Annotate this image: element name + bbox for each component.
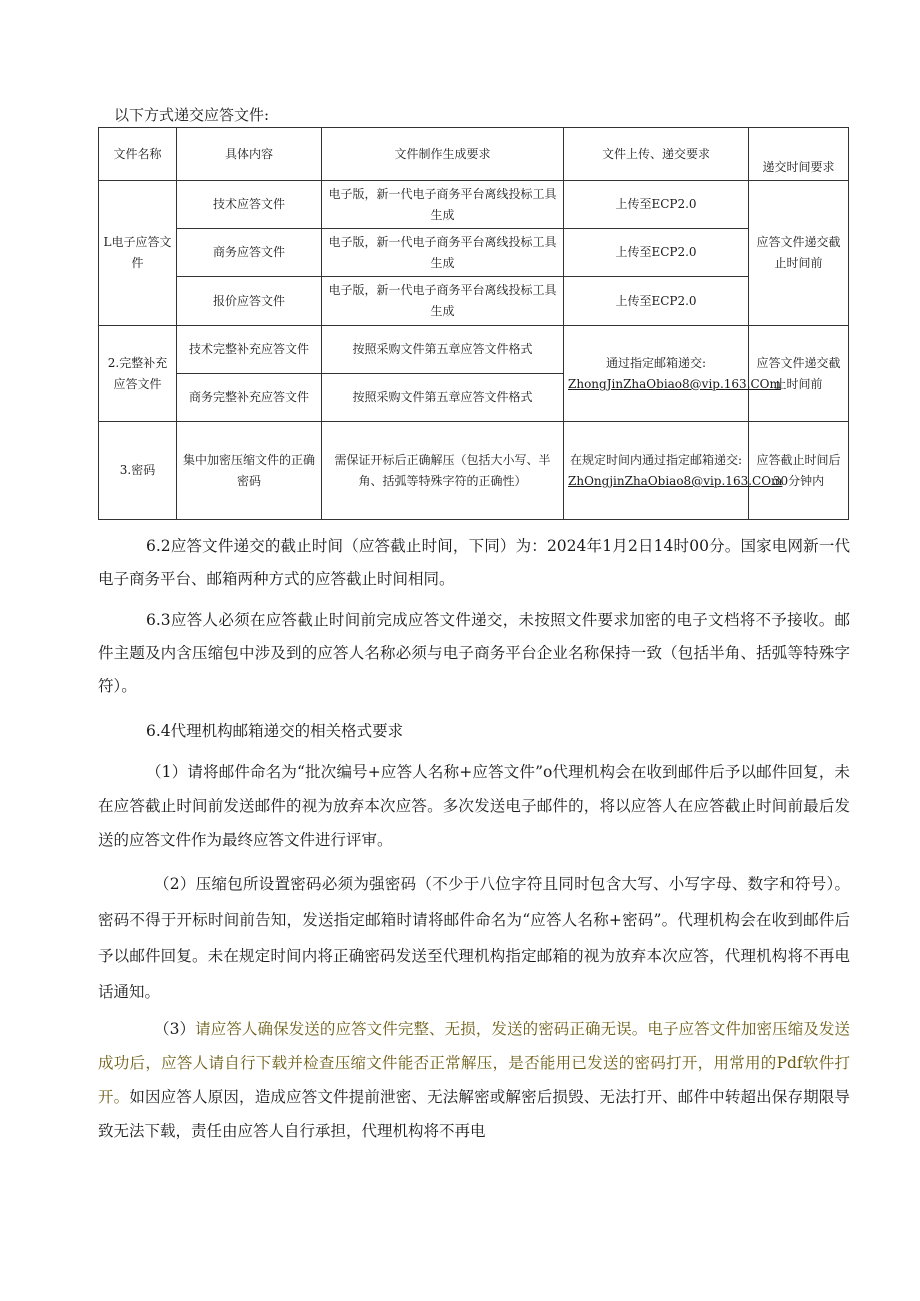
group2-email-link[interactable]: ZhongJinZhaObiao8@vip.163.COm xyxy=(568,376,781,391)
table-row xyxy=(99,277,849,326)
group2-name: 2.完整补充应答文件 xyxy=(99,326,177,422)
group3-requirement: 需保证开标后正确解压（包括大小写、半角、括弧等特殊字符的正确性） xyxy=(322,422,564,520)
table-row xyxy=(99,422,849,520)
submission-table xyxy=(98,127,849,520)
section-item-1 xyxy=(98,755,850,857)
row-requirement: 按照采购文件第五章应答文件格式 xyxy=(322,374,564,422)
table-header-row xyxy=(99,128,849,181)
row-upload: 上传至ECP2.0 xyxy=(564,181,749,229)
group3-upload xyxy=(564,422,783,520)
paragraph-item-1: （1）请将邮件命名为“批次编号+应答人名称+应答文件”o代理机构会在收到邮件后予以邮件回复，未在应答截止时间前发送邮件的视为放弃本次应答。多次发送电子邮件的，将以应答人在应答截止时间前最后发送的应答文件作为最终应答文件进行评审。 xyxy=(98,763,850,849)
header-upload: 文件上传、递交要求 xyxy=(564,128,749,181)
section-item-3 xyxy=(98,1012,850,1148)
intro-text: 以下方式递交应答文件: xyxy=(114,106,270,124)
section-item-2 xyxy=(98,866,850,1010)
group2-upload xyxy=(564,326,781,422)
row-content: 商务完整补充应答文件 xyxy=(177,374,322,422)
item-3-highlighted: 请应答人确保发送的应答文件完整、无损，发送的密码正确无误。电子应答文件加密压缩及发送成功后，应答人请自行下载并检查压缩文件能否正常解压，是否能用已发送的密码打开，用常用的Pdf软件打开。 xyxy=(98,1020,850,1106)
table-row xyxy=(99,181,849,229)
group3-upload-text: 在规定时间内通过指定邮箱递交: xyxy=(569,452,743,467)
section-6-4 xyxy=(98,715,850,748)
paragraph-6-2: 6.2应答文件递交的截止时间（应答截止时间，下同）为：2024年1月2日14时00分。国家电网新一代电子商务平台、邮箱两种方式的应答截止时间相同。 xyxy=(98,537,850,588)
group1-name: L电子应答文件 xyxy=(99,181,177,326)
header-time: 递交时间要求 xyxy=(749,128,849,181)
group3-name: 3.密码 xyxy=(99,422,177,520)
section-6-3 xyxy=(98,604,850,703)
header-requirement: 文件制作生成要求 xyxy=(322,128,564,181)
paragraph-6-4-title: 6.4代理机构邮箱递交的相关格式要求 xyxy=(146,722,404,740)
row-requirement: 电子版，新一代电子商务平台离线投标工具生成 xyxy=(322,181,564,229)
group2-upload-text: 通过指定邮箱递交: xyxy=(605,355,707,370)
row-content: 商务应答文件 xyxy=(177,229,322,277)
row-requirement: 电子版，新一代电子商务平台离线投标工具生成 xyxy=(322,277,564,326)
header-content: 具体内容 xyxy=(177,128,322,181)
paragraph-item-2: （2）压缩包所设置密码必须为强密码（不少于八位字符且同时包含大写、小写字母、数字和符号）。密码不得于开标时间前告知，发送指定邮箱时请将邮件命名为“应答人名称+密码”。代理机构会在收到邮件后予以邮件回复。未在规定时间内将正确密码发送至代理机构指定邮箱的视为放弃本次应答，代理机构将不再电话通知。 xyxy=(98,875,850,1001)
row-content: 技术完整补充应答文件 xyxy=(177,326,322,374)
group3-content: 集中加密压缩文件的正确密码 xyxy=(177,422,322,520)
paragraph-item-3 xyxy=(98,1012,850,1148)
group2-time: 应答文件递交截止时间前 xyxy=(749,326,849,422)
row-requirement: 电子版，新一代电子商务平台离线投标工具生成 xyxy=(322,229,564,277)
item-3-prefix: （3） xyxy=(154,1020,196,1038)
group3-time: 应答截止时间后30分钟内 xyxy=(749,422,849,520)
section-6-2 xyxy=(98,530,850,596)
group3-email-link[interactable]: ZhOngjinZhaObiao8@vip.163.COm xyxy=(568,473,783,488)
row-content: 技术应答文件 xyxy=(177,181,322,229)
group1-time: 应答文件递交截止时间前 xyxy=(749,181,849,326)
header-file-name: 文件名称 xyxy=(99,128,177,181)
table-row xyxy=(99,326,849,374)
table-row xyxy=(99,229,849,277)
row-upload: 上传至ECP2.0 xyxy=(564,277,749,326)
paragraph-6-3: 6.3应答人必须在应答截止时间前完成应答文件递交，未按照文件要求加密的电子文档将不予接收。邮件主题及内含压缩包中涉及到的应答人名称必须与电子商务平台企业名称保持一致（包括半角、括弧等特殊字符）。 xyxy=(98,611,850,695)
row-content: 报价应答文件 xyxy=(177,277,322,326)
row-requirement: 按照采购文件第五章应答文件格式 xyxy=(322,326,564,374)
row-upload: 上传至ECP2.0 xyxy=(564,229,749,277)
item-3-rest: 如因应答人原因，造成应答文件提前泄密、无法解密或解密后损毁、无法打开、邮件中转超出保存期限导致无法下载，责任由应答人自行承担，代理机构将不再电 xyxy=(98,1088,850,1140)
